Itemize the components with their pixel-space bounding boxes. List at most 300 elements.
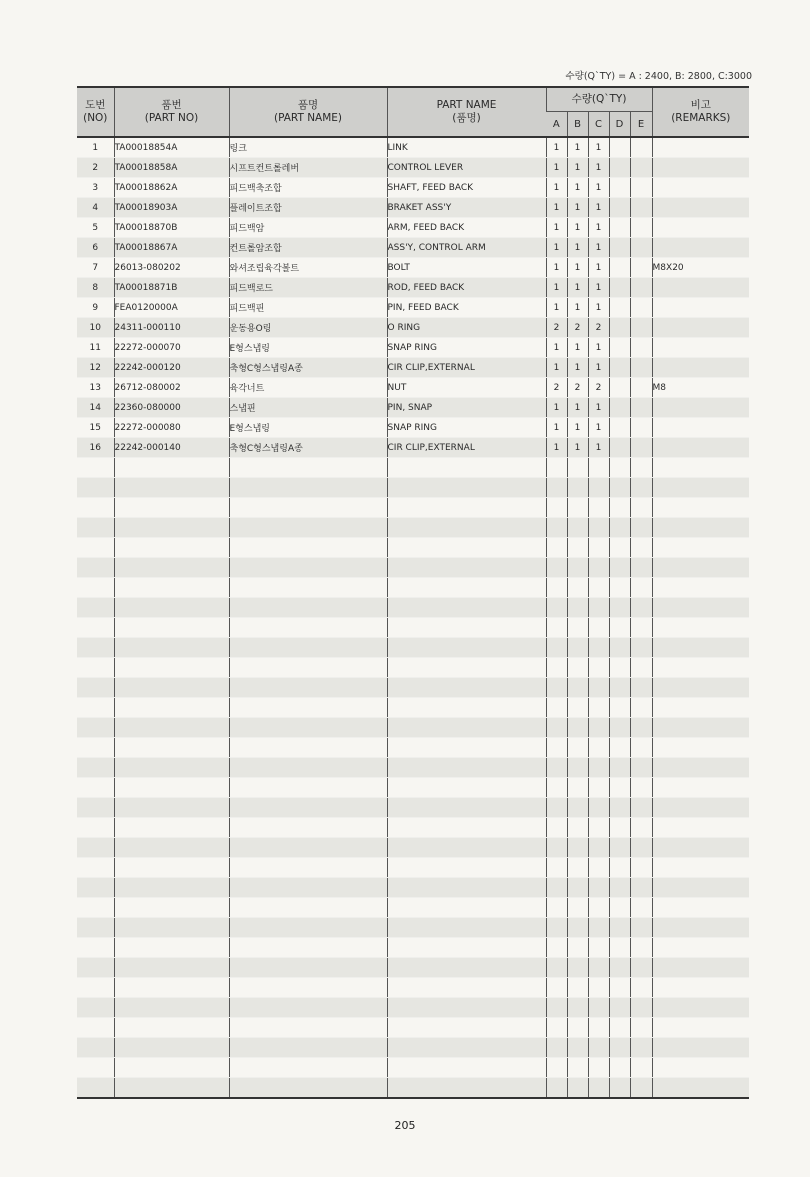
cell-qty-d xyxy=(609,958,630,978)
table-row xyxy=(77,338,749,358)
cell-qty-c xyxy=(588,538,609,558)
cell-qty-b: 1 xyxy=(567,358,588,378)
cell-qty-d xyxy=(609,478,630,498)
parts-table xyxy=(77,86,749,1099)
cell-qty-d xyxy=(609,398,630,418)
cell-part-no: TA00018867A xyxy=(114,238,229,258)
cell-remarks xyxy=(652,778,749,798)
cell-no: 5 xyxy=(77,218,114,238)
cell-part-name-en xyxy=(387,558,546,578)
cell-qty-e xyxy=(630,358,652,378)
cell-qty-c xyxy=(588,858,609,878)
cell-qty-d xyxy=(609,178,630,198)
cell-qty-b: 1 xyxy=(567,298,588,318)
cell-qty-e xyxy=(630,898,652,918)
cell-qty-d xyxy=(609,798,630,818)
cell-qty-e xyxy=(630,778,652,798)
header-qty-c: C xyxy=(588,112,609,138)
cell-part-name-en: BOLT xyxy=(387,258,546,278)
cell-qty-e xyxy=(630,698,652,718)
cell-qty-c xyxy=(588,998,609,1018)
cell-qty-e xyxy=(630,998,652,1018)
cell-qty-d xyxy=(609,238,630,258)
cell-part-no xyxy=(114,898,229,918)
cell-remarks xyxy=(652,758,749,778)
cell-no xyxy=(77,958,114,978)
cell-no: 7 xyxy=(77,258,114,278)
cell-qty-a: 1 xyxy=(546,238,567,258)
cell-no xyxy=(77,918,114,938)
cell-remarks xyxy=(652,458,749,478)
cell-qty-b xyxy=(567,858,588,878)
cell-part-no xyxy=(114,738,229,758)
cell-qty-a xyxy=(546,958,567,978)
cell-remarks xyxy=(652,578,749,598)
cell-qty-b: 1 xyxy=(567,278,588,298)
cell-qty-c: 1 xyxy=(588,178,609,198)
cell-remarks xyxy=(652,498,749,518)
header-qty-e: E xyxy=(630,112,652,138)
cell-qty-a: 1 xyxy=(546,298,567,318)
cell-part-name-kr: 링크 xyxy=(229,137,387,158)
cell-qty-b xyxy=(567,718,588,738)
cell-qty-d xyxy=(609,318,630,338)
cell-part-no: TA00018871B xyxy=(114,278,229,298)
cell-qty-a: 1 xyxy=(546,358,567,378)
cell-qty-c: 1 xyxy=(588,258,609,278)
cell-part-name-en xyxy=(387,638,546,658)
cell-qty-a: 1 xyxy=(546,158,567,178)
cell-part-name-en xyxy=(387,978,546,998)
cell-part-name-en xyxy=(387,498,546,518)
cell-qty-a xyxy=(546,1038,567,1058)
empty-row xyxy=(77,638,749,658)
cell-part-name-kr xyxy=(229,998,387,1018)
cell-qty-e xyxy=(630,918,652,938)
cell-part-name-kr: E형스냅링 xyxy=(229,418,387,438)
cell-part-no xyxy=(114,818,229,838)
cell-no xyxy=(77,978,114,998)
cell-part-name-en: ASS'Y, CONTROL ARM xyxy=(387,238,546,258)
cell-part-no xyxy=(114,958,229,978)
cell-part-name-kr xyxy=(229,538,387,558)
cell-qty-b xyxy=(567,958,588,978)
cell-qty-a xyxy=(546,1018,567,1038)
cell-qty-e xyxy=(630,278,652,298)
cell-part-name-en xyxy=(387,1038,546,1058)
cell-part-name-kr xyxy=(229,918,387,938)
cell-part-name-en xyxy=(387,998,546,1018)
cell-part-name-kr xyxy=(229,838,387,858)
cell-no xyxy=(77,878,114,898)
cell-qty-c: 1 xyxy=(588,137,609,158)
cell-part-name-en: LINK xyxy=(387,137,546,158)
cell-qty-d xyxy=(609,578,630,598)
cell-qty-c xyxy=(588,778,609,798)
cell-qty-d xyxy=(609,137,630,158)
cell-qty-c: 1 xyxy=(588,438,609,458)
cell-remarks xyxy=(652,738,749,758)
cell-qty-e xyxy=(630,1058,652,1078)
cell-qty-d xyxy=(609,258,630,278)
cell-part-no xyxy=(114,578,229,598)
cell-qty-d xyxy=(609,278,630,298)
cell-qty-a xyxy=(546,798,567,818)
empty-row xyxy=(77,738,749,758)
empty-row xyxy=(77,1018,749,1038)
cell-part-name-en xyxy=(387,518,546,538)
cell-qty-b xyxy=(567,638,588,658)
cell-qty-c: 1 xyxy=(588,278,609,298)
cell-no xyxy=(77,658,114,678)
cell-qty-c: 1 xyxy=(588,358,609,378)
cell-part-no xyxy=(114,698,229,718)
cell-qty-d xyxy=(609,1058,630,1078)
cell-qty-a: 1 xyxy=(546,258,567,278)
cell-qty-c xyxy=(588,1058,609,1078)
cell-remarks xyxy=(652,338,749,358)
cell-no: 2 xyxy=(77,158,114,178)
cell-part-name-en: BRAKET ASS'Y xyxy=(387,198,546,218)
cell-part-name-en xyxy=(387,858,546,878)
cell-qty-a: 1 xyxy=(546,278,567,298)
cell-remarks xyxy=(652,878,749,898)
table-row xyxy=(77,358,749,378)
cell-part-no xyxy=(114,1018,229,1038)
cell-qty-e xyxy=(630,598,652,618)
cell-qty-c xyxy=(588,1018,609,1038)
cell-no xyxy=(77,1058,114,1078)
cell-qty-c xyxy=(588,598,609,618)
cell-qty-b xyxy=(567,998,588,1018)
cell-qty-e xyxy=(630,658,652,678)
cell-part-no xyxy=(114,1038,229,1058)
cell-part-name-kr xyxy=(229,478,387,498)
cell-qty-b xyxy=(567,818,588,838)
cell-qty-d xyxy=(609,678,630,698)
cell-qty-e xyxy=(630,518,652,538)
header-part-no: 품번 (PART NO) xyxy=(114,87,229,137)
cell-part-name-kr: 운동용O링 xyxy=(229,318,387,338)
cell-part-no: 22242-000140 xyxy=(114,438,229,458)
cell-qty-d xyxy=(609,658,630,678)
cell-part-no xyxy=(114,458,229,478)
cell-qty-c: 2 xyxy=(588,378,609,398)
cell-qty-b xyxy=(567,558,588,578)
cell-part-no xyxy=(114,498,229,518)
cell-no xyxy=(77,638,114,658)
cell-no xyxy=(77,838,114,858)
cell-qty-c: 1 xyxy=(588,238,609,258)
cell-qty-e xyxy=(630,1078,652,1099)
cell-qty-e xyxy=(630,618,652,638)
empty-row xyxy=(77,778,749,798)
cell-part-no xyxy=(114,778,229,798)
cell-remarks xyxy=(652,418,749,438)
cell-qty-a: 1 xyxy=(546,338,567,358)
cell-part-no xyxy=(114,938,229,958)
empty-row xyxy=(77,818,749,838)
cell-part-name-kr: 축형C형스냅링A종 xyxy=(229,438,387,458)
cell-part-name-en: SHAFT, FEED BACK xyxy=(387,178,546,198)
cell-part-name-en xyxy=(387,1058,546,1078)
cell-qty-b xyxy=(567,1078,588,1099)
cell-qty-d xyxy=(609,218,630,238)
cell-part-no: TA00018862A xyxy=(114,178,229,198)
empty-row xyxy=(77,498,749,518)
cell-no xyxy=(77,458,114,478)
cell-part-name-kr xyxy=(229,858,387,878)
cell-part-name-kr xyxy=(229,558,387,578)
cell-part-name-kr xyxy=(229,498,387,518)
cell-qty-e xyxy=(630,438,652,458)
cell-qty-e xyxy=(630,538,652,558)
cell-part-no: 22272-000070 xyxy=(114,338,229,358)
cell-qty-a xyxy=(546,978,567,998)
cell-qty-a xyxy=(546,938,567,958)
cell-part-name-kr: 피드백암 xyxy=(229,218,387,238)
cell-remarks: M8 xyxy=(652,378,749,398)
empty-row xyxy=(77,1038,749,1058)
cell-qty-c xyxy=(588,718,609,738)
cell-qty-c: 1 xyxy=(588,418,609,438)
cell-part-name-kr: 와셔조립육각볼트 xyxy=(229,258,387,278)
header-remarks: 비고 (REMARKS) xyxy=(652,87,749,137)
header-part-name-en: PART NAME (품명) xyxy=(387,87,546,137)
cell-part-name-en: ROD, FEED BACK xyxy=(387,278,546,298)
cell-part-name-kr xyxy=(229,1018,387,1038)
cell-remarks xyxy=(652,318,749,338)
cell-qty-c xyxy=(588,558,609,578)
cell-qty-a xyxy=(546,458,567,478)
header-qty-b: B xyxy=(567,112,588,138)
cell-qty-b xyxy=(567,978,588,998)
cell-qty-e xyxy=(630,758,652,778)
cell-qty-b xyxy=(567,618,588,638)
cell-qty-c: 1 xyxy=(588,218,609,238)
cell-remarks xyxy=(652,918,749,938)
cell-part-name-en xyxy=(387,818,546,838)
cell-qty-d xyxy=(609,618,630,638)
empty-row xyxy=(77,798,749,818)
empty-row xyxy=(77,1078,749,1099)
cell-qty-b: 1 xyxy=(567,338,588,358)
cell-qty-d xyxy=(609,338,630,358)
table-row xyxy=(77,398,749,418)
cell-part-name-en: CONTROL LEVER xyxy=(387,158,546,178)
cell-qty-e xyxy=(630,298,652,318)
header-no: 도번 (NO) xyxy=(77,87,114,137)
cell-qty-c xyxy=(588,958,609,978)
cell-qty-d xyxy=(609,778,630,798)
cell-qty-d xyxy=(609,1018,630,1038)
cell-part-name-kr: 컨트롤암조합 xyxy=(229,238,387,258)
cell-part-no: 26013-080202 xyxy=(114,258,229,278)
table-row xyxy=(77,298,749,318)
cell-qty-d xyxy=(609,378,630,398)
cell-part-name-kr: 축형C형스냅링A종 xyxy=(229,358,387,378)
cell-part-no: FEA0120000A xyxy=(114,298,229,318)
cell-qty-b: 1 xyxy=(567,158,588,178)
cell-part-name-kr xyxy=(229,978,387,998)
cell-qty-e xyxy=(630,178,652,198)
cell-part-name-kr xyxy=(229,598,387,618)
cell-part-name-en xyxy=(387,758,546,778)
cell-qty-b xyxy=(567,758,588,778)
cell-qty-a xyxy=(546,878,567,898)
cell-part-name-kr xyxy=(229,518,387,538)
cell-part-name-en xyxy=(387,938,546,958)
table-row xyxy=(77,278,749,298)
cell-remarks xyxy=(652,178,749,198)
cell-remarks xyxy=(652,638,749,658)
cell-remarks xyxy=(652,818,749,838)
cell-remarks xyxy=(652,998,749,1018)
cell-qty-d xyxy=(609,538,630,558)
cell-part-name-en xyxy=(387,738,546,758)
cell-qty-b: 1 xyxy=(567,238,588,258)
cell-qty-b: 1 xyxy=(567,438,588,458)
cell-no xyxy=(77,538,114,558)
cell-qty-d xyxy=(609,698,630,718)
cell-no xyxy=(77,698,114,718)
cell-qty-b xyxy=(567,658,588,678)
cell-qty-e xyxy=(630,718,652,738)
cell-no: 15 xyxy=(77,418,114,438)
cell-qty-e xyxy=(630,238,652,258)
cell-remarks xyxy=(652,698,749,718)
cell-qty-b xyxy=(567,678,588,698)
cell-qty-d xyxy=(609,738,630,758)
cell-qty-b xyxy=(567,578,588,598)
cell-qty-c: 1 xyxy=(588,298,609,318)
cell-no: 6 xyxy=(77,238,114,258)
cell-part-name-kr xyxy=(229,678,387,698)
cell-qty-b xyxy=(567,538,588,558)
cell-no: 14 xyxy=(77,398,114,418)
table-row xyxy=(77,158,749,178)
cell-qty-e xyxy=(630,458,652,478)
cell-no xyxy=(77,618,114,638)
cell-qty-b xyxy=(567,938,588,958)
header-row xyxy=(77,87,749,112)
cell-part-no: 22272-000080 xyxy=(114,418,229,438)
cell-part-no xyxy=(114,1078,229,1099)
cell-part-name-en: ARM, FEED BACK xyxy=(387,218,546,238)
table-row xyxy=(77,418,749,438)
cell-qty-d xyxy=(609,498,630,518)
cell-qty-d xyxy=(609,438,630,458)
empty-row xyxy=(77,978,749,998)
cell-part-name-en xyxy=(387,478,546,498)
cell-part-name-kr xyxy=(229,1038,387,1058)
cell-part-no xyxy=(114,518,229,538)
cell-part-name-kr xyxy=(229,638,387,658)
cell-qty-a xyxy=(546,538,567,558)
cell-part-name-kr xyxy=(229,898,387,918)
empty-row xyxy=(77,758,749,778)
empty-row xyxy=(77,458,749,478)
cell-part-name-kr: 스냅핀 xyxy=(229,398,387,418)
cell-remarks xyxy=(652,1058,749,1078)
cell-part-name-en xyxy=(387,918,546,938)
cell-qty-a: 2 xyxy=(546,318,567,338)
cell-qty-b xyxy=(567,1018,588,1038)
empty-row xyxy=(77,598,749,618)
cell-part-name-en xyxy=(387,798,546,818)
cell-no xyxy=(77,478,114,498)
cell-part-no: TA00018854A xyxy=(114,137,229,158)
cell-remarks xyxy=(652,618,749,638)
cell-remarks xyxy=(652,218,749,238)
cell-part-no: TA00018903A xyxy=(114,198,229,218)
cell-part-no xyxy=(114,1058,229,1078)
cell-part-name-kr xyxy=(229,738,387,758)
table-row xyxy=(77,258,749,278)
cell-qty-b xyxy=(567,798,588,818)
cell-qty-c xyxy=(588,498,609,518)
cell-remarks xyxy=(652,598,749,618)
cell-qty-c xyxy=(588,478,609,498)
cell-qty-a xyxy=(546,478,567,498)
cell-qty-b xyxy=(567,898,588,918)
empty-row xyxy=(77,538,749,558)
cell-no xyxy=(77,738,114,758)
cell-part-no xyxy=(114,838,229,858)
cell-qty-c xyxy=(588,678,609,698)
cell-part-name-en xyxy=(387,878,546,898)
cell-part-name-kr xyxy=(229,718,387,738)
cell-qty-a xyxy=(546,558,567,578)
cell-qty-d xyxy=(609,918,630,938)
cell-part-name-kr: E형스냅링 xyxy=(229,338,387,358)
empty-row xyxy=(77,618,749,638)
parts-table-body xyxy=(77,137,749,1098)
cell-part-no xyxy=(114,998,229,1018)
cell-qty-a: 1 xyxy=(546,438,567,458)
cell-part-no xyxy=(114,918,229,938)
cell-qty-d xyxy=(609,458,630,478)
cell-remarks xyxy=(652,938,749,958)
cell-qty-d xyxy=(609,858,630,878)
cell-no: 9 xyxy=(77,298,114,318)
cell-qty-b: 1 xyxy=(567,218,588,238)
empty-row xyxy=(77,558,749,578)
table-row xyxy=(77,178,749,198)
cell-part-no xyxy=(114,678,229,698)
cell-qty-d xyxy=(609,598,630,618)
cell-qty-d xyxy=(609,998,630,1018)
cell-part-no: 24311-000110 xyxy=(114,318,229,338)
cell-qty-d xyxy=(609,758,630,778)
empty-row xyxy=(77,518,749,538)
cell-qty-a xyxy=(546,998,567,1018)
cell-no xyxy=(77,798,114,818)
cell-qty-b xyxy=(567,498,588,518)
cell-no xyxy=(77,1078,114,1099)
cell-qty-d xyxy=(609,418,630,438)
cell-part-name-kr xyxy=(229,578,387,598)
cell-qty-d xyxy=(609,158,630,178)
cell-qty-c: 1 xyxy=(588,198,609,218)
cell-remarks xyxy=(652,958,749,978)
cell-part-name-kr xyxy=(229,1058,387,1078)
cell-qty-e xyxy=(630,738,652,758)
cell-qty-c xyxy=(588,658,609,678)
empty-row xyxy=(77,898,749,918)
cell-qty-e xyxy=(630,198,652,218)
cell-part-name-en: SNAP RING xyxy=(387,418,546,438)
